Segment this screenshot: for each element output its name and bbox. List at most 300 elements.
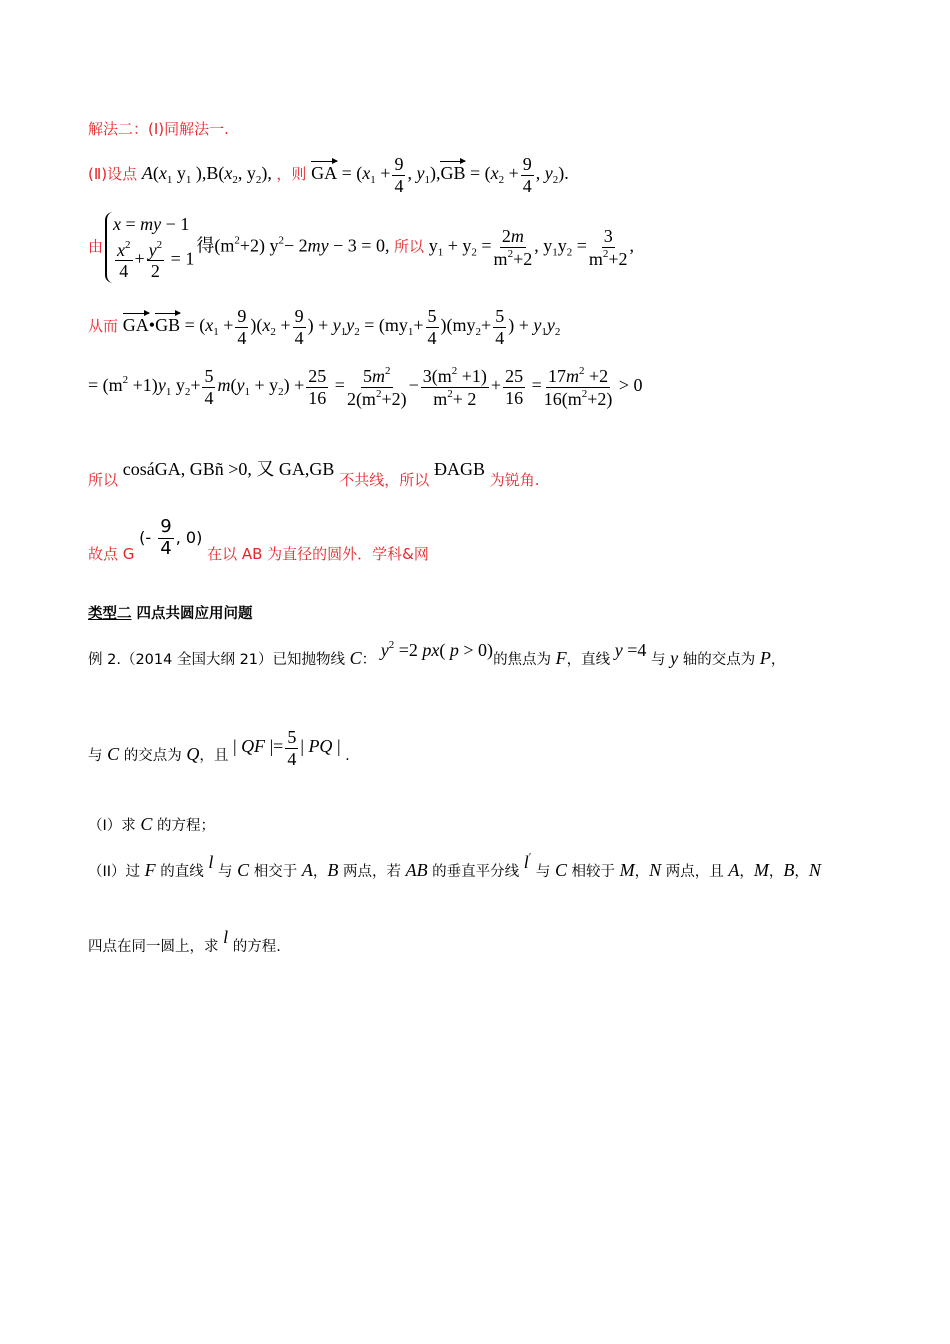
math-text: − 3 = 0, bbox=[328, 235, 394, 256]
subscript: 1 bbox=[340, 326, 347, 339]
equation-system bbox=[105, 212, 194, 283]
math-text: 3(m bbox=[422, 366, 452, 386]
math-variable: M bbox=[619, 860, 635, 880]
fraction-part bbox=[433, 388, 476, 409]
body-text: ， bbox=[770, 652, 786, 668]
body-text: ： bbox=[361, 652, 381, 668]
fraction-part bbox=[158, 518, 173, 539]
fraction bbox=[494, 227, 533, 269]
vector: GA bbox=[311, 163, 338, 184]
math-text: |= bbox=[265, 736, 284, 757]
body-text: 与 bbox=[213, 864, 238, 880]
subscript: 1 bbox=[185, 174, 192, 187]
math-text: 2 bbox=[501, 225, 511, 246]
fraction-text: 5 bbox=[287, 727, 297, 747]
fraction-text: 4 bbox=[237, 327, 247, 348]
math-variable: p bbox=[449, 640, 459, 660]
math-text: y bbox=[171, 375, 185, 396]
superscript: 2 bbox=[278, 234, 284, 247]
fraction-text: 4 bbox=[427, 327, 437, 348]
math-variable: m bbox=[510, 225, 524, 246]
math-text: ) + bbox=[283, 375, 305, 396]
math-text: > 0 bbox=[614, 375, 643, 396]
subscript: 1 bbox=[552, 246, 558, 259]
math-expression: cosáGA, GBñ >0, 又 GA,GB bbox=[122, 459, 335, 479]
underlined-heading-label: 类型二 bbox=[88, 606, 132, 622]
red-text: ，则 bbox=[276, 165, 312, 184]
subscript: 2 bbox=[278, 386, 284, 399]
red-text: 在以 AB 为直径的圆外．学科&网 bbox=[202, 544, 429, 563]
body-text: ， bbox=[794, 864, 809, 880]
fraction-part bbox=[523, 176, 532, 196]
red-text: 由 bbox=[88, 237, 104, 256]
subscript: 2 bbox=[552, 174, 559, 187]
bold-heading-text: 四点共圆应用问题 bbox=[131, 606, 253, 622]
subscript: 1 bbox=[165, 386, 172, 399]
math-expression: ÐAGB bbox=[433, 459, 485, 479]
math-variable: QF bbox=[241, 736, 266, 757]
math-text: = bbox=[330, 375, 345, 396]
superscript: 2 bbox=[507, 247, 514, 260]
subscript: 1 bbox=[437, 246, 444, 259]
fraction-part bbox=[426, 307, 439, 328]
point-coordinates bbox=[139, 518, 202, 559]
fraction bbox=[306, 367, 328, 408]
fraction-part bbox=[308, 388, 326, 408]
example-two-statement bbox=[88, 640, 785, 668]
fraction bbox=[158, 518, 173, 559]
fraction-part bbox=[505, 388, 523, 408]
body-text: 与 bbox=[646, 652, 671, 668]
math-variable: C bbox=[107, 744, 120, 765]
math-text: , y bbox=[534, 235, 553, 256]
subscript: 1 bbox=[407, 326, 414, 339]
math-variable: l bbox=[223, 927, 229, 947]
math-text: − 1 bbox=[161, 214, 190, 234]
fraction-part bbox=[295, 328, 304, 348]
fraction-text: 4 bbox=[119, 261, 129, 282]
coordinate-text: , 0) bbox=[175, 527, 203, 547]
math-text: ), bbox=[261, 163, 277, 184]
superscript: 2 bbox=[375, 387, 382, 400]
fraction-text: 3 bbox=[603, 225, 613, 246]
math-text: ),B( bbox=[191, 163, 225, 184]
math-variable: M bbox=[753, 860, 769, 880]
fraction-text: 2 bbox=[150, 261, 160, 282]
math-variable: x bbox=[113, 214, 122, 234]
math-variable: x bbox=[117, 239, 126, 260]
subscript: 1 bbox=[541, 326, 547, 339]
fraction bbox=[293, 307, 306, 348]
fraction-part bbox=[544, 388, 613, 409]
math-variable: y bbox=[670, 648, 679, 668]
solution-dot-product-simplified bbox=[88, 366, 643, 409]
math-variable: AB bbox=[405, 860, 428, 880]
math-text: − 2 bbox=[283, 235, 308, 256]
fraction-part bbox=[235, 307, 248, 328]
fraction bbox=[426, 307, 439, 348]
math-variable: x bbox=[362, 163, 371, 184]
math-text: = ( bbox=[337, 163, 363, 184]
example-two-part-two bbox=[88, 852, 821, 880]
math-variable: m bbox=[372, 366, 386, 386]
math-text: =4 bbox=[622, 640, 647, 660]
fraction-text: 4 bbox=[394, 175, 404, 196]
fraction-text: 4 bbox=[522, 175, 532, 196]
fraction bbox=[421, 366, 489, 409]
math-variable: y bbox=[544, 163, 553, 184]
fraction-text: 5 bbox=[495, 306, 505, 326]
solution-acute-angle-conclusion bbox=[88, 460, 540, 489]
math-text: +1) bbox=[128, 375, 158, 396]
math-text: ( bbox=[439, 640, 450, 660]
math-variable: A bbox=[728, 860, 740, 880]
math-text: + bbox=[218, 315, 234, 336]
body-text: ， bbox=[312, 864, 328, 880]
math-text: = ( bbox=[180, 315, 206, 336]
math-text: = bbox=[476, 235, 492, 256]
math-text: ) + bbox=[508, 315, 534, 336]
subscript: 2 bbox=[232, 174, 238, 187]
math-text: 5 bbox=[363, 366, 373, 386]
fraction-part bbox=[521, 155, 534, 176]
fraction-text: 25 bbox=[505, 366, 524, 386]
fraction-part bbox=[147, 240, 165, 262]
body-text: ， bbox=[768, 864, 784, 880]
subscript: 2 bbox=[184, 386, 191, 399]
subscript: 2 bbox=[471, 246, 477, 259]
fraction-part bbox=[237, 328, 246, 348]
equation-row bbox=[113, 238, 194, 284]
fraction-text: 5 bbox=[204, 366, 214, 386]
fraction-text: 4 bbox=[204, 387, 214, 408]
red-text: 所以 bbox=[88, 471, 123, 489]
fraction-part bbox=[500, 227, 526, 248]
body-text: 相较于 bbox=[566, 864, 620, 880]
math-text: y bbox=[428, 235, 438, 256]
math-text: ), bbox=[429, 163, 441, 184]
fraction bbox=[521, 155, 534, 196]
math-text: )(my bbox=[440, 315, 476, 336]
math-text: +2 bbox=[513, 248, 533, 269]
solution-dot-product bbox=[88, 307, 560, 348]
math-text: = (my bbox=[359, 315, 408, 336]
fraction-part bbox=[495, 328, 504, 348]
body-text: 四点在同一圆上，求 bbox=[88, 939, 224, 955]
math-variable: px bbox=[422, 640, 440, 660]
body-text: ， bbox=[634, 864, 650, 880]
subscript: 1 bbox=[424, 174, 430, 187]
fraction-part bbox=[204, 388, 213, 408]
body-text: 与 bbox=[88, 748, 108, 765]
subscript: 2 bbox=[554, 326, 561, 339]
fraction-text: 4 bbox=[287, 748, 297, 769]
math-variable: A bbox=[141, 163, 153, 184]
math-text: ) + bbox=[307, 315, 333, 336]
fraction-part bbox=[160, 539, 171, 559]
superscript: 2 bbox=[234, 234, 240, 247]
math-variable: y bbox=[148, 239, 157, 260]
fraction-part bbox=[202, 367, 215, 388]
math-text: + bbox=[490, 375, 502, 396]
math-text: +2) bbox=[587, 388, 613, 409]
subscript: 1 bbox=[244, 386, 250, 399]
body-text: 两点，且 bbox=[661, 864, 729, 880]
solution-final-conclusion bbox=[88, 518, 429, 563]
math-variable: F bbox=[144, 860, 156, 880]
math-text: 2(m bbox=[346, 388, 376, 409]
math-text: +1) bbox=[457, 366, 487, 386]
body-text: （II）过 bbox=[88, 864, 145, 880]
math-text: y bbox=[172, 163, 186, 184]
red-text: (Ⅱ)设点 bbox=[88, 165, 142, 184]
body-text: 的方程. bbox=[228, 939, 281, 955]
fraction-text: 16 bbox=[308, 387, 327, 408]
fraction bbox=[544, 366, 613, 409]
math-text: ( bbox=[152, 163, 159, 184]
subscript: 2 bbox=[354, 326, 360, 339]
math-text: 得(m bbox=[196, 235, 235, 256]
math-text: > 0) bbox=[458, 640, 494, 660]
fraction bbox=[503, 367, 525, 408]
fraction-part bbox=[293, 307, 306, 328]
math-variable: y bbox=[332, 315, 341, 336]
solution-system-equation bbox=[88, 212, 634, 283]
subscript: 2 bbox=[475, 326, 482, 339]
fraction-text: 9 bbox=[394, 154, 404, 174]
math-variable: C bbox=[554, 860, 567, 880]
subscript: 2 bbox=[270, 326, 276, 339]
math-variable: x bbox=[262, 315, 271, 336]
fraction-text: 5 bbox=[427, 306, 437, 326]
math-text: = ( bbox=[465, 163, 491, 184]
fraction-part bbox=[347, 388, 407, 409]
math-text: • bbox=[148, 315, 156, 336]
inline-formula bbox=[615, 641, 647, 660]
fraction-part bbox=[115, 240, 133, 262]
fraction-part bbox=[494, 248, 533, 269]
body-text: 相交于 bbox=[249, 864, 302, 880]
equation-row bbox=[113, 212, 194, 238]
math-variable: y bbox=[346, 315, 355, 336]
superscript: 2 bbox=[156, 238, 163, 251]
body-text: 的方程； bbox=[152, 818, 216, 834]
red-text: 为锐角. bbox=[484, 471, 540, 489]
fraction-text: 9 bbox=[160, 516, 172, 537]
body-text: ，直线 bbox=[566, 652, 615, 668]
math-text: − bbox=[408, 375, 419, 396]
fraction-part bbox=[602, 227, 615, 248]
red-text: 所以 bbox=[393, 237, 429, 256]
body-text: . bbox=[340, 748, 350, 765]
body-text: （I）求 bbox=[88, 818, 141, 834]
math-variable: P bbox=[759, 648, 771, 668]
math-text: + bbox=[134, 248, 145, 269]
subscript: 1 bbox=[166, 174, 173, 187]
math-variable: B bbox=[783, 860, 795, 880]
fraction-part bbox=[361, 366, 393, 388]
superscript: 2 bbox=[385, 365, 391, 377]
math-variable: N bbox=[808, 860, 821, 880]
body-text: 轴的交点为 bbox=[678, 652, 760, 668]
math-variable: m bbox=[217, 375, 231, 396]
fraction-part bbox=[421, 366, 489, 388]
subscript: 1 bbox=[370, 174, 376, 187]
math-variable: PQ bbox=[308, 736, 333, 757]
math-text: +2 bbox=[608, 248, 628, 269]
math-variable: x bbox=[224, 163, 233, 184]
superscript: 2 bbox=[578, 365, 585, 377]
body-text: 两点，若 bbox=[338, 864, 406, 880]
math-variable: y bbox=[380, 640, 389, 660]
superscript: 2 bbox=[451, 365, 458, 377]
fraction-part bbox=[503, 367, 525, 388]
fraction-part bbox=[589, 248, 628, 269]
fraction-text: 4 bbox=[294, 327, 304, 348]
subscript: 2 bbox=[566, 246, 573, 259]
red-text: 不共线，所以 bbox=[334, 471, 434, 489]
red-text: 故点 G bbox=[88, 544, 140, 563]
fraction-text: 4 bbox=[160, 537, 172, 559]
vector: GA bbox=[122, 315, 149, 336]
fraction bbox=[392, 155, 405, 196]
math-variable: C bbox=[349, 648, 362, 668]
math-variable: A bbox=[301, 860, 313, 880]
math-text: = bbox=[572, 235, 587, 256]
subscript: 1 bbox=[213, 326, 219, 339]
math-variable: m bbox=[565, 366, 579, 386]
body-text: 的垂直平分线 bbox=[427, 864, 524, 880]
coordinate-text: (- bbox=[139, 527, 157, 547]
math-text: +2) y bbox=[239, 235, 279, 256]
subscript: 2 bbox=[255, 174, 262, 187]
fraction-text: 9 bbox=[522, 154, 532, 174]
fraction-part bbox=[151, 261, 160, 281]
math-variable: y bbox=[546, 315, 555, 336]
math-text: = bbox=[527, 375, 542, 396]
body-text: 例 2.（2014 全国大纲 21）已知抛物线 bbox=[88, 652, 350, 668]
math-text: )( bbox=[250, 315, 263, 336]
math-text: + bbox=[504, 163, 519, 184]
math-text: , y bbox=[237, 163, 256, 184]
fraction-part bbox=[392, 155, 405, 176]
math-variable: l bbox=[523, 852, 529, 872]
math-variable: C bbox=[140, 814, 153, 834]
math-variable: x bbox=[490, 163, 499, 184]
math-text: = 1 bbox=[166, 248, 195, 269]
body-text: 与 bbox=[531, 864, 555, 880]
section-heading-type-two bbox=[88, 606, 253, 622]
body-text: 的直线 bbox=[155, 864, 209, 880]
math-text: | bbox=[332, 736, 341, 757]
fraction-part bbox=[306, 367, 328, 388]
math-variable: l bbox=[208, 852, 214, 872]
math-text: , bbox=[629, 235, 635, 256]
math-variable: y bbox=[416, 163, 425, 184]
math-text: ). bbox=[558, 163, 569, 184]
math-text: + bbox=[375, 163, 391, 184]
fraction-text: 9 bbox=[294, 306, 304, 326]
math-text: | bbox=[232, 736, 242, 757]
math-text: ( bbox=[230, 375, 237, 396]
inline-formula bbox=[233, 728, 341, 769]
fraction-part bbox=[428, 328, 437, 348]
fraction-text: 4 bbox=[495, 327, 505, 348]
superscript: 2 bbox=[125, 238, 131, 251]
math-variable: x bbox=[158, 163, 167, 184]
body-text: 的焦点为 bbox=[493, 652, 556, 668]
fraction bbox=[115, 240, 133, 282]
fraction bbox=[493, 307, 506, 348]
math-variable: F bbox=[555, 648, 567, 668]
math-text: + bbox=[481, 315, 492, 336]
math-variable: y bbox=[614, 640, 623, 660]
vector: GB bbox=[440, 163, 466, 184]
superscript: ′ bbox=[528, 851, 532, 863]
fraction-text: 16 bbox=[505, 387, 524, 408]
math-variable: Q bbox=[186, 744, 200, 765]
red-text: 解法二：(Ⅰ)同解法一. bbox=[88, 120, 229, 138]
body-text: 的交点为 bbox=[119, 748, 187, 765]
subscript: 2 bbox=[498, 174, 505, 187]
math-text: + bbox=[413, 315, 424, 336]
solution-method-two-heading bbox=[88, 122, 229, 138]
fraction-text: 9 bbox=[237, 306, 247, 326]
fraction bbox=[235, 307, 248, 348]
math-variable: x bbox=[205, 315, 214, 336]
fraction bbox=[589, 227, 628, 269]
red-text: 从而 bbox=[88, 317, 123, 336]
fraction-part bbox=[287, 749, 296, 769]
math-text: +2) bbox=[381, 388, 407, 409]
math-text: + 2 bbox=[452, 388, 477, 409]
fraction bbox=[202, 367, 215, 408]
math-text: | bbox=[300, 736, 309, 757]
body-text: ，且 bbox=[199, 748, 233, 765]
example-two-part-one bbox=[88, 815, 215, 834]
superscript: 2 bbox=[602, 247, 609, 260]
math-variable: C bbox=[237, 860, 250, 880]
fraction-part bbox=[285, 728, 298, 749]
math-text: m bbox=[588, 248, 603, 269]
math-text: + bbox=[190, 375, 201, 396]
fraction bbox=[285, 728, 298, 769]
superscript: 2 bbox=[447, 387, 453, 400]
math-variable: B bbox=[327, 860, 339, 880]
fraction-part bbox=[493, 307, 506, 328]
math-variable: y bbox=[236, 375, 245, 396]
math-text: =2 bbox=[394, 640, 423, 660]
math-text: , bbox=[407, 163, 417, 184]
math-text: y bbox=[557, 235, 567, 256]
inline-formula bbox=[381, 640, 493, 660]
math-text: m bbox=[433, 388, 448, 409]
superscript: 2 bbox=[122, 374, 129, 387]
math-text: = (m bbox=[88, 375, 123, 396]
math-variable: y bbox=[533, 315, 542, 336]
math-text: + bbox=[275, 315, 291, 336]
example-two-part-two-continued bbox=[88, 928, 281, 955]
math-text: = bbox=[121, 214, 141, 234]
math-text: , bbox=[535, 163, 545, 184]
math-variable: my bbox=[140, 214, 162, 234]
fraction bbox=[147, 240, 165, 282]
math-text: +2 bbox=[584, 366, 609, 386]
math-text: + y bbox=[443, 235, 472, 256]
math-text: 17 bbox=[547, 366, 566, 386]
fraction-part bbox=[394, 176, 403, 196]
fraction-part bbox=[546, 366, 610, 388]
